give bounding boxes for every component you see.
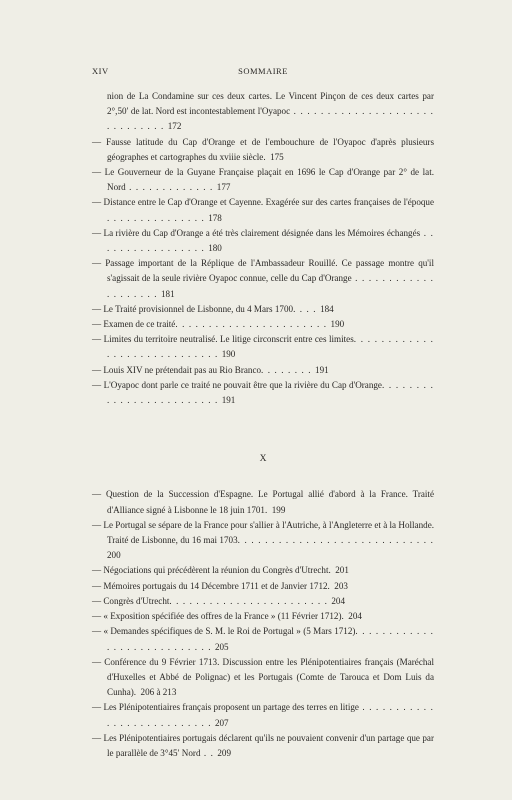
- entry-text: — Congrès d'Utrecht: [92, 595, 170, 606]
- entry-text: — Les Plénipotentiaires français proposent un partage des terres en litige: [92, 702, 359, 713]
- entry-text: — Conférence du 9 Février 1713. Discussion entre les Plénipotentiaires français (Maréchal d'Huxelles et Abbé de Polignac) et les Portugais (Comte de Tarouca et Dom Luis da Cunha): [92, 656, 434, 698]
- entry-page-number: 190: [221, 349, 236, 360]
- entry-text: — Le Portugal se sépare de la France pour s'allier à l'Autriche, à l'Angleterre et à la Hollande. Traité de Lisbonne, du 16 mai 1703: [92, 519, 434, 546]
- leader-dots: . . . .: [293, 303, 321, 314]
- entry-text: — Question de la Succession d'Espagne. Le Portugal allié d'abord à la France. Traité d'Alliance signé à Lisbonne le 18 juin 1701: [92, 489, 434, 515]
- entry-text: — Limites du territoire neutralisé. Le litige circonscrit entre ces limites: [92, 334, 354, 345]
- entry-text: — Le Gouverneur de la Guyane Française plaçait en 1696 le Cap d'Orange par 2° de lat. Nord: [92, 167, 434, 193]
- entry-page-number: 204: [331, 595, 345, 606]
- summary-entry: [92, 317, 434, 332]
- entry-text: — La rivière du Cap d'Orange a été très clairement désignée dans les Mémoires échangés: [92, 227, 421, 238]
- leader-dots: . . . . . . . . . . . . . . . . . . . .: [107, 273, 434, 299]
- leader-dots: .: [263, 151, 271, 162]
- leader-dots: . . . . . . . . . . . . . . . . . . . . . . . . . . . .: [107, 626, 434, 652]
- leader-dots: . .: [200, 747, 218, 758]
- entry-page-number: 180: [208, 243, 222, 254]
- summary-entry: [92, 378, 434, 408]
- entry-page-number: 205: [214, 641, 229, 652]
- leader-dots: .: [341, 611, 349, 622]
- leader-dots: . . . . . . . . . . . . . . . . . . . . . . . . . . .: [107, 702, 434, 728]
- leader-dots: . . . . . . . . . . . . . . . . . . . . . . .: [175, 319, 331, 330]
- summary-entry: [92, 655, 434, 701]
- entry-page-number: 181: [160, 288, 175, 299]
- summary-entry: [92, 256, 434, 302]
- entry-page-number: 204: [348, 611, 362, 622]
- summary-section-2: [92, 487, 434, 761]
- summary-entry: [92, 700, 434, 730]
- entry-text: — Distance entre le Cap d'Orange et Cayenne. Exagérée sur des cartes françaises de l'époque: [92, 197, 434, 208]
- summary-entry: [92, 487, 434, 517]
- summary-entry: [92, 563, 434, 578]
- entry-page-number: 201: [335, 565, 349, 576]
- summary-section-1: [92, 89, 434, 408]
- leader-dots: .: [327, 580, 335, 591]
- summary-entry: [92, 195, 434, 225]
- leader-dots: . . . . . . . . . . . . . . . . . . . . . . . . . . . . .: [237, 535, 434, 546]
- leader-dots: .: [264, 504, 272, 515]
- summary-entry: [92, 135, 434, 165]
- entry-page-number: 200: [107, 550, 121, 561]
- running-title: SOMMAIRE: [238, 66, 288, 76]
- summary-entry: [92, 579, 434, 594]
- summary-entry: [92, 165, 434, 195]
- entry-text: — Passage important de la Réplique de l'Ambassadeur Rouillé. Ce passage montre qu'il s'agissait de la seule rivière Oyapoc connue, celle du Cap d'Orange: [92, 258, 434, 284]
- entry-page-number: 199: [271, 504, 286, 515]
- entry-text: — « Exposition spécifiée des offres de la France » (11 Février 1712): [92, 611, 342, 622]
- entry-page-number: 207: [214, 717, 229, 728]
- summary-entry: [92, 609, 434, 624]
- entry-page-number: 190: [330, 319, 345, 330]
- summary-entry: [92, 332, 434, 362]
- leader-dots: . . . . . . . . . . . . . . . . . . . . . . . . . . . . .: [107, 334, 434, 360]
- entry-text: — Fausse latitude du Cap d'Orange et de l'embouchure de l'Oyapoc d'après plusieurs géographes et cartographes du xviiie siècle: [92, 136, 434, 162]
- entry-text: — L'Oyapoc dont parle ce traité ne pouvait être que la rivière du Cap d'Orange: [92, 379, 382, 390]
- leader-dots: . . . . . . . . . . . . . . . . . . . . . . . .: [169, 595, 332, 606]
- entry-page-number: 209: [217, 747, 232, 758]
- entry-page-number: 191: [315, 364, 329, 375]
- leader-dots: . . . . . . . . . . . . . . . . . . . . . . . . .: [107, 379, 434, 406]
- summary-content: [92, 89, 434, 761]
- entry-page-number: 184: [320, 303, 334, 314]
- entry-page-number: 177: [216, 182, 231, 193]
- summary-entry: [92, 731, 434, 761]
- summary-entry: [92, 89, 434, 135]
- leader-dots: . . . . . . . .: [261, 364, 316, 375]
- entry-text: — Le Traité provisionnel de Lisbonne, du 4 Mars 1700: [92, 303, 294, 314]
- entry-text: — Négociations qui précédèrent la réunion du Congrès d'Utrecht: [92, 565, 329, 576]
- entry-text: — Examen de ce traité: [92, 319, 176, 330]
- entry-text: — Louis XIV ne prétendait pas au Rio Branco: [92, 364, 262, 375]
- entry-page-number: 191: [221, 395, 236, 406]
- leader-dots: .: [328, 565, 336, 576]
- entry-text: — Les Plénipotentiaires portugais déclarent qu'ils ne pouvaient convenir d'un partage que par le parallèle de 3°45′ Nord: [92, 732, 434, 758]
- leader-dots: . . . . . . . . . . . . . . . . .: [107, 227, 434, 254]
- entry-text: nion de La Condamine sur ces deux cartes. Le Vincent Pinçon de ces deux cartes par 2°,50′ de lat. Nord est incontestablement l'Oyapoc: [107, 91, 434, 117]
- summary-entry: [92, 594, 434, 609]
- entry-text: — « Demandes spécifiques de S. M. le Roi de Portugal » (5 Mars 1712): [92, 626, 356, 637]
- entry-page-number: 203: [334, 580, 348, 591]
- leader-dots: . . . . . . . . . . . . . . .: [107, 212, 209, 223]
- summary-entry: [92, 518, 434, 564]
- summary-entry: [92, 624, 434, 654]
- entry-page-number: 175: [270, 151, 284, 162]
- summary-entry: [92, 363, 434, 378]
- summary-entry: [92, 226, 434, 256]
- entry-page-number: 172: [167, 121, 182, 132]
- entry-page-number: 206 à 213: [140, 687, 177, 698]
- page-number: XIV: [92, 66, 109, 76]
- page-header: [92, 66, 434, 78]
- section-numeral: X: [259, 454, 267, 465]
- leader-dots: .: [133, 687, 141, 698]
- entry-text: — Mémoires portugais du 14 Décembre 1711 et de Janvier 1712: [92, 580, 328, 591]
- entry-page-number: 178: [208, 212, 222, 223]
- leader-dots: . . . . . . . . . . . . . . . . . . . . . . . . . . . . . .: [107, 106, 435, 132]
- summary-entry: [92, 302, 434, 317]
- leader-dots: . . . . . . . . . . . . .: [125, 182, 217, 193]
